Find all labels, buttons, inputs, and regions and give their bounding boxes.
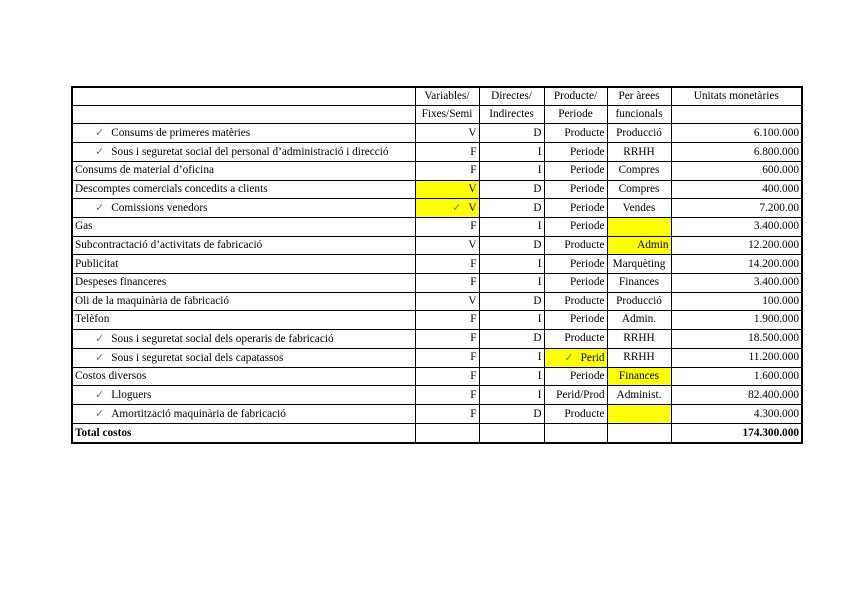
cell-amount-text: 6.800.000	[753, 145, 799, 158]
row-label	[72, 236, 415, 255]
table-row	[72, 180, 802, 199]
total-row	[72, 424, 802, 443]
cell-producte-periode	[544, 273, 607, 292]
row-label-text: Comissions venedors	[111, 202, 208, 215]
cell-directes-indirectes	[479, 386, 544, 405]
cell-variables-fixes-text: F	[470, 313, 477, 326]
cell-area-funcional	[607, 180, 671, 199]
cell-producte-periode-text: Periode	[569, 257, 605, 270]
cell-variables-fixes-text: V	[468, 126, 477, 139]
cell-producte-periode-text: Periode	[569, 182, 605, 195]
table-row	[72, 311, 802, 330]
cell-producte-periode-text: Perid/Prod	[556, 388, 605, 401]
cell-amount-text: 3.400.000	[753, 276, 799, 289]
cell-amount	[671, 124, 802, 143]
check-icon: ✓	[95, 145, 105, 158]
cell-amount	[671, 292, 802, 311]
total-blank	[415, 424, 479, 443]
header-arees-funcionals: Per àrees	[607, 87, 671, 106]
row-label-text: Consums de material d’oficina	[75, 164, 214, 177]
cell-variables-fixes	[415, 124, 479, 143]
cell-area-funcional-text: Finances	[618, 276, 660, 289]
cell-amount	[671, 348, 802, 367]
cell-amount	[671, 405, 802, 424]
cell-amount-text: 400.000	[762, 182, 799, 195]
cell-producte-periode-text: Periode	[569, 276, 605, 289]
total-label-text: Total costos	[75, 426, 132, 439]
cell-variables-fixes-text: F	[470, 388, 477, 401]
cell-producte-periode-text: Producte	[564, 407, 605, 420]
cell-directes-indirectes	[479, 218, 544, 237]
total-blank	[544, 424, 607, 443]
cell-directes-indirectes-text: I	[537, 164, 542, 177]
cell-producte-periode-text: Periode	[569, 220, 605, 233]
cell-directes-indirectes	[479, 199, 544, 218]
cell-area-funcional	[607, 143, 671, 162]
row-label	[72, 124, 415, 143]
cost-classification-table	[71, 86, 803, 444]
cell-directes-indirectes	[479, 292, 544, 311]
cell-producte-periode-text: Producte	[564, 239, 605, 252]
row-label	[72, 162, 415, 181]
total-blank	[607, 424, 671, 443]
cell-area-funcional	[607, 124, 671, 143]
cell-directes-indirectes-text: D	[533, 294, 542, 307]
cell-amount	[671, 143, 802, 162]
cell-variables-fixes	[415, 199, 479, 218]
header-unitats-monetaries-2	[671, 106, 802, 124]
row-label-text: Descomptes comercials concedits a clients	[75, 182, 268, 195]
cell-area-funcional-text: Compres	[618, 182, 660, 195]
cell-amount	[671, 255, 802, 274]
cell-directes-indirectes	[479, 162, 544, 181]
total-blank	[479, 424, 544, 443]
cell-directes-indirectes-text: I	[537, 351, 542, 364]
header-arees-funcionals-2: funcionals	[607, 106, 671, 124]
cell-directes-indirectes-text: I	[537, 145, 542, 158]
table-row	[72, 273, 802, 292]
cell-directes-indirectes-text: I	[537, 313, 542, 326]
header-blank-2	[72, 106, 415, 124]
row-label	[72, 218, 415, 237]
cell-variables-fixes	[415, 292, 479, 311]
table-row	[72, 124, 802, 143]
cell-area-funcional	[607, 273, 671, 292]
check-icon: ✓	[564, 350, 574, 364]
cell-producte-periode-text: Producte	[564, 332, 605, 345]
cell-directes-indirectes	[479, 236, 544, 255]
header-variables-fixes: Variables/	[415, 87, 479, 106]
row-label-text: Costos diversos	[75, 370, 147, 383]
cell-amount	[671, 311, 802, 330]
check-icon: ✓	[95, 388, 105, 402]
cell-producte-periode	[544, 236, 607, 255]
cell-amount	[671, 329, 802, 348]
cell-variables-fixes	[415, 311, 479, 330]
cell-variables-fixes	[415, 348, 479, 367]
cell-variables-fixes	[415, 386, 479, 405]
row-label	[72, 329, 415, 348]
cell-directes-indirectes-text: I	[537, 388, 542, 401]
cell-area-funcional	[607, 367, 671, 386]
cell-amount-text: 14.200.000	[748, 257, 799, 270]
cell-area-funcional	[607, 236, 671, 255]
row-label-text: Oli de la maquinària de fabricació	[75, 294, 230, 307]
cell-area-funcional-text: Producció	[616, 294, 662, 307]
cell-directes-indirectes	[479, 311, 544, 330]
check-icon: ✓	[95, 201, 105, 215]
row-label	[72, 273, 415, 292]
cell-producte-periode-text: Periode	[569, 145, 605, 158]
cell-directes-indirectes	[479, 255, 544, 274]
cell-amount-text: 4.300.000	[753, 407, 799, 420]
cell-directes-indirectes-text: D	[533, 182, 542, 195]
header-directes-indirectes: Directes/	[479, 87, 544, 106]
row-label-text: Lloguers	[111, 389, 152, 402]
cell-amount	[671, 199, 802, 218]
row-label	[72, 199, 415, 218]
cell-amount-text: 100.000	[762, 294, 799, 307]
check-icon: ✓	[452, 201, 462, 215]
header-variables-fixes-2: Fixes/Semi	[415, 106, 479, 124]
cell-amount	[671, 386, 802, 405]
cell-producte-periode	[544, 255, 607, 274]
row-label	[72, 311, 415, 330]
cell-directes-indirectes-text: D	[533, 239, 542, 252]
table-row	[72, 199, 802, 218]
cell-variables-fixes-text: F	[470, 257, 477, 270]
cell-variables-fixes	[415, 405, 479, 424]
cell-variables-fixes	[415, 255, 479, 274]
cell-variables-fixes-text: F	[470, 351, 477, 364]
cell-area-funcional	[607, 329, 671, 348]
cell-producte-periode-text: Producte	[564, 126, 605, 139]
cell-variables-fixes	[415, 273, 479, 292]
table-row	[72, 386, 802, 405]
cell-area-funcional-text: Admin.	[621, 313, 657, 326]
cell-variables-fixes	[415, 180, 479, 199]
table-row	[72, 329, 802, 348]
table-row	[72, 143, 802, 162]
cell-area-funcional-text: Producció	[616, 126, 662, 139]
cell-area-funcional	[607, 311, 671, 330]
row-label-text: Despeses financeres	[75, 276, 167, 289]
cell-producte-periode	[544, 124, 607, 143]
header-producte-periode: Producte/	[544, 87, 607, 106]
row-label	[72, 292, 415, 311]
cell-amount-text: 18.500.000	[748, 332, 799, 345]
cell-variables-fixes-text: F	[470, 220, 477, 233]
row-label	[72, 386, 415, 405]
cell-producte-periode-text: Periode	[569, 164, 605, 177]
cell-area-funcional-text: Admin	[637, 239, 669, 252]
cell-area-funcional	[607, 348, 671, 367]
cell-area-funcional-text: Administ.	[616, 388, 662, 401]
cell-variables-fixes-text: F	[470, 332, 477, 345]
cell-variables-fixes-text: V	[468, 294, 477, 307]
cell-amount-text: 1.900.000	[753, 313, 799, 326]
cell-producte-periode	[544, 405, 607, 424]
cell-directes-indirectes-text: I	[537, 257, 542, 270]
table-row	[72, 255, 802, 274]
cell-variables-fixes-text: F	[470, 145, 477, 158]
table-row	[72, 348, 802, 367]
cell-amount	[671, 273, 802, 292]
cell-directes-indirectes	[479, 180, 544, 199]
cell-variables-fixes-text: F	[470, 370, 477, 383]
cell-area-funcional	[607, 405, 671, 424]
cell-directes-indirectes	[479, 367, 544, 386]
cell-variables-fixes	[415, 143, 479, 162]
cell-area-funcional	[607, 162, 671, 181]
cell-amount-text: 3.400.000	[753, 220, 799, 233]
cell-variables-fixes-text: V	[468, 239, 477, 252]
row-label-text: Publicitat	[75, 257, 119, 270]
cell-directes-indirectes	[479, 273, 544, 292]
cell-variables-fixes-text: F	[470, 164, 477, 177]
cell-directes-indirectes-text: D	[533, 332, 542, 345]
row-label-text: Consums de primeres matèries	[111, 127, 251, 139]
cell-area-funcional-text: Vendes	[622, 201, 656, 214]
cell-directes-indirectes	[479, 329, 544, 348]
cell-producte-periode	[544, 348, 607, 367]
cell-producte-periode	[544, 329, 607, 348]
cell-area-funcional-text: Marquèting	[612, 257, 666, 270]
header-producte-periode-2: Periode	[544, 106, 607, 124]
cell-amount-text: 12.200.000	[748, 239, 799, 252]
cell-amount-text: 11.200.000	[748, 351, 799, 364]
cell-producte-periode-text: Periode	[569, 201, 605, 214]
cell-directes-indirectes-text: I	[537, 276, 542, 289]
cell-producte-periode	[544, 292, 607, 311]
check-icon: ✓	[95, 331, 105, 345]
cell-area-funcional	[607, 292, 671, 311]
row-label	[72, 405, 415, 424]
table-row	[72, 236, 802, 255]
cell-directes-indirectes-text: I	[537, 220, 542, 233]
cell-producte-periode	[544, 367, 607, 386]
row-label-text: Amortització maquinària de fabricació	[111, 408, 286, 421]
cell-area-funcional	[607, 218, 671, 237]
row-label-text: Sous i seguretat social dels capatassos	[111, 351, 284, 364]
cell-producte-periode	[544, 143, 607, 162]
row-label-text: Telèfon	[75, 313, 110, 326]
table-row	[72, 292, 802, 311]
cell-producte-periode-text: Perid	[580, 351, 605, 364]
cell-producte-periode	[544, 218, 607, 237]
row-label-text: Gas	[75, 220, 93, 233]
cell-variables-fixes	[415, 367, 479, 386]
cell-amount	[671, 367, 802, 386]
table-row	[72, 405, 802, 424]
cell-area-funcional	[607, 386, 671, 405]
cell-directes-indirectes-text: I	[537, 370, 542, 383]
cell-producte-periode-text: Producte	[564, 294, 605, 307]
row-label-text: Subcontractació d’activitats de fabricació	[75, 239, 263, 252]
cell-amount-text: 600.000	[762, 164, 799, 177]
row-label	[72, 348, 415, 367]
check-icon: ✓	[95, 407, 105, 421]
cell-variables-fixes	[415, 236, 479, 255]
cell-area-funcional-text: Compres	[618, 164, 660, 177]
row-label	[72, 180, 415, 199]
row-label-text: Sous i seguretat social del personal d’administració i direcció	[111, 146, 389, 158]
cell-amount	[671, 236, 802, 255]
cell-variables-fixes	[415, 162, 479, 181]
header-unitats-monetaries: Unitats monetàries	[671, 87, 802, 106]
cell-directes-indirectes-text: D	[533, 126, 542, 139]
cell-variables-fixes-text: V	[468, 182, 477, 195]
cell-area-funcional	[607, 199, 671, 218]
cell-amount	[671, 180, 802, 199]
cell-producte-periode	[544, 180, 607, 199]
total-amount-text: 174.300.000	[742, 426, 799, 439]
cell-variables-fixes-text: F	[470, 407, 477, 420]
row-label	[72, 367, 415, 386]
check-icon: ✓	[95, 126, 105, 139]
table-row	[72, 218, 802, 237]
cell-directes-indirectes	[479, 143, 544, 162]
cell-variables-fixes-text: V	[468, 202, 477, 215]
cell-area-funcional-text: RRHH	[623, 332, 655, 345]
cell-producte-periode	[544, 199, 607, 218]
table-row	[72, 367, 802, 386]
cell-amount-text: 82.400.000	[748, 388, 799, 401]
cell-amount-text: 6.100.000	[753, 126, 799, 139]
cell-producte-periode	[544, 162, 607, 181]
row-label-text: Sous i seguretat social dels operaris de fabricació	[111, 332, 334, 345]
cell-producte-periode	[544, 386, 607, 405]
row-label	[72, 143, 415, 162]
header-blank	[72, 87, 415, 106]
cell-area-funcional-text: RRHH	[623, 145, 655, 158]
cell-amount	[671, 218, 802, 237]
cell-producte-periode-text: Periode	[569, 370, 605, 383]
cell-directes-indirectes-text: D	[533, 201, 542, 214]
cell-area-funcional	[607, 255, 671, 274]
cell-producte-periode-text: Periode	[569, 313, 605, 326]
total-label	[72, 424, 415, 443]
check-icon: ✓	[95, 350, 105, 364]
cell-directes-indirectes-text: D	[533, 407, 542, 420]
cell-amount	[671, 162, 802, 181]
table-row	[72, 162, 802, 181]
cell-amount-text: 1.600.000	[753, 370, 799, 383]
cell-variables-fixes-text: F	[470, 276, 477, 289]
cell-amount-text: 7.200.00	[759, 201, 799, 214]
total-amount	[671, 424, 802, 443]
cell-producte-periode	[544, 311, 607, 330]
cell-directes-indirectes	[479, 405, 544, 424]
row-label	[72, 255, 415, 274]
header-directes-indirectes-2: Indirectes	[479, 106, 544, 124]
cell-variables-fixes	[415, 218, 479, 237]
cell-directes-indirectes	[479, 348, 544, 367]
cell-variables-fixes	[415, 329, 479, 348]
cell-area-funcional-text: RRHH	[623, 351, 655, 364]
cell-directes-indirectes	[479, 124, 544, 143]
cell-area-funcional-text: Finances	[618, 370, 660, 383]
